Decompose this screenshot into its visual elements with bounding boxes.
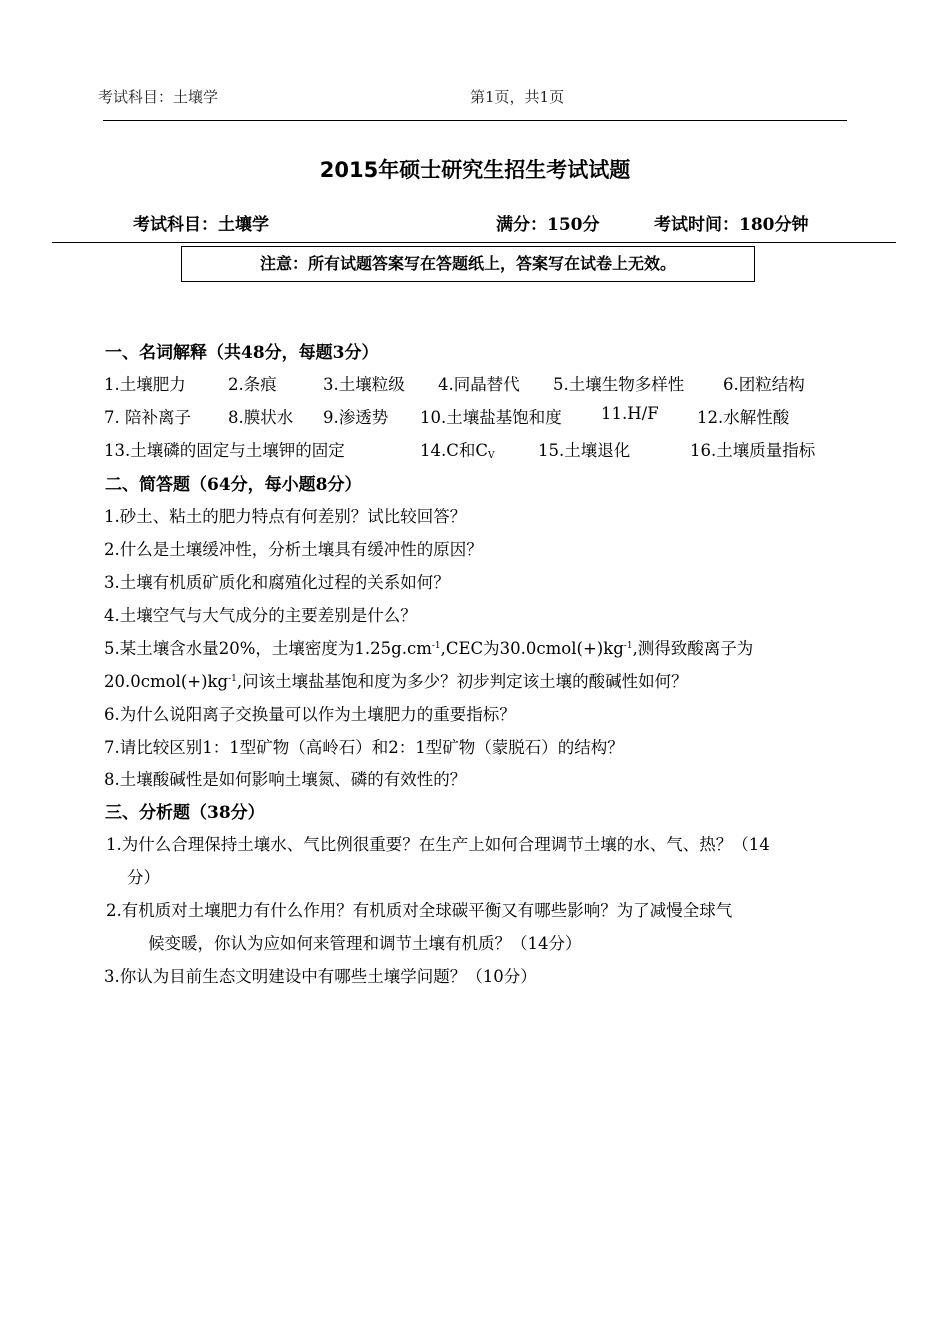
header-subject: 考试科目：土壤学 (98, 88, 219, 106)
meta-divider (52, 242, 896, 243)
term-item: 10.土壤盐基饱和度 (420, 408, 562, 427)
term-item: 12.水解性酸 (697, 408, 790, 427)
term-item: 11.H/F (601, 404, 659, 423)
term-text: 14.C和C (420, 441, 488, 460)
question-text: 5.某土壤含水量20%，土壤密度为1.25g.cm (104, 639, 432, 658)
question-text: ,问该土壤盐基饱和度为多少？初步判定该土壤的酸碱性如何？ (236, 672, 688, 691)
question-2-1: 1.砂土、粘土的肥力特点有何差别？试比较回答？ (104, 507, 467, 526)
term-item: 7. 陪补离子 (104, 408, 191, 427)
superscript: -1 (228, 674, 237, 684)
header-divider (103, 120, 847, 121)
term-item: 9.渗透势 (323, 408, 389, 427)
section-1-row-2 (0, 404, 950, 428)
superscript: -1 (623, 641, 633, 651)
question-2-2: 2.什么是土壤缓冲性，分析土壤具有缓冲性的原因？ (104, 540, 483, 559)
term-item: 5.土壤生物多样性 (553, 375, 685, 394)
exam-subject: 考试科目：土壤学 (133, 215, 269, 235)
exam-title: 2015年硕士研究生招生考试试题 (319, 158, 631, 182)
question-text: ,CEC为30.0cmol(+)kg (440, 639, 624, 658)
question-3-2-line-1: 2.有机质对土壤肥力有什么作用？有机质对全球碳平衡又有哪些影响？为了减慢全球气 (106, 901, 733, 920)
question-2-5-line-2 (104, 668, 688, 692)
superscript: -1 (431, 641, 441, 651)
section-2-heading: 二、简答题（64分，每小题8分） (105, 475, 362, 495)
question-2-6: 6.为什么说阳离子交换量可以作为土壤肥力的重要指标？ (104, 705, 516, 724)
question-2-7: 7.请比较区别1：1型矿物（高岭石）和2：1型矿物（蒙脱石）的结构？ (104, 738, 624, 757)
notice-box: 注意：所有试题答案写在答题纸上，答案写在试卷上无效。 (181, 246, 755, 282)
question-2-8: 8.土壤酸碱性是如何影响土壤氮、磷的有效性的？ (104, 770, 467, 789)
term-item: 13.土壤磷的固定与土壤钾的固定 (104, 441, 345, 460)
term-item: 8.膜状水 (228, 408, 294, 427)
exam-full-score: 满分：150分 (496, 215, 600, 235)
subscript-v: V (488, 451, 495, 461)
term-item: 6.团粒结构 (723, 375, 805, 394)
question-2-3: 3.土壤有机质矿质化和腐殖化过程的关系如何？ (104, 573, 450, 592)
question-text: 20.0cmol(+)kg (104, 672, 229, 691)
term-item (420, 437, 495, 461)
exam-duration: 考试时间：180分钟 (654, 215, 809, 235)
section-1-heading: 一、名词解释（共48分，每题3分） (105, 343, 379, 363)
question-2-4: 4.土壤空气与大气成分的主要差别是什么？ (104, 606, 417, 625)
header-page-number: 第1页，共1页 (470, 88, 565, 106)
question-3-1-line-2: 分） (127, 868, 160, 887)
question-text: ,测得致酸离子为 (632, 639, 754, 658)
section-1-row-1 (0, 371, 950, 395)
term-item: 4.同晶替代 (438, 375, 520, 394)
section-1-row-3 (0, 437, 950, 461)
term-item: 3.土壤粒级 (323, 375, 405, 394)
question-2-5-line-1 (104, 635, 753, 659)
term-item: 15.土壤退化 (538, 441, 631, 460)
question-3-2-line-2: 候变暖，你认为应如何来管理和调节土壤有机质？（14分） (148, 934, 582, 953)
term-item: 2.条痕 (228, 375, 277, 394)
section-3-heading: 三、分析题（38分） (105, 803, 265, 823)
question-3-3: 3.你认为目前生态文明建设中有哪些土壤学问题？（10分） (104, 967, 537, 986)
term-item: 16.土壤质量指标 (690, 441, 816, 460)
question-3-1-line-1: 1.为什么合理保持土壤水、气比例很重要？在生产上如何合理调节土壤的水、气、热？（14 (106, 835, 770, 854)
term-item: 1.土壤肥力 (104, 375, 186, 394)
